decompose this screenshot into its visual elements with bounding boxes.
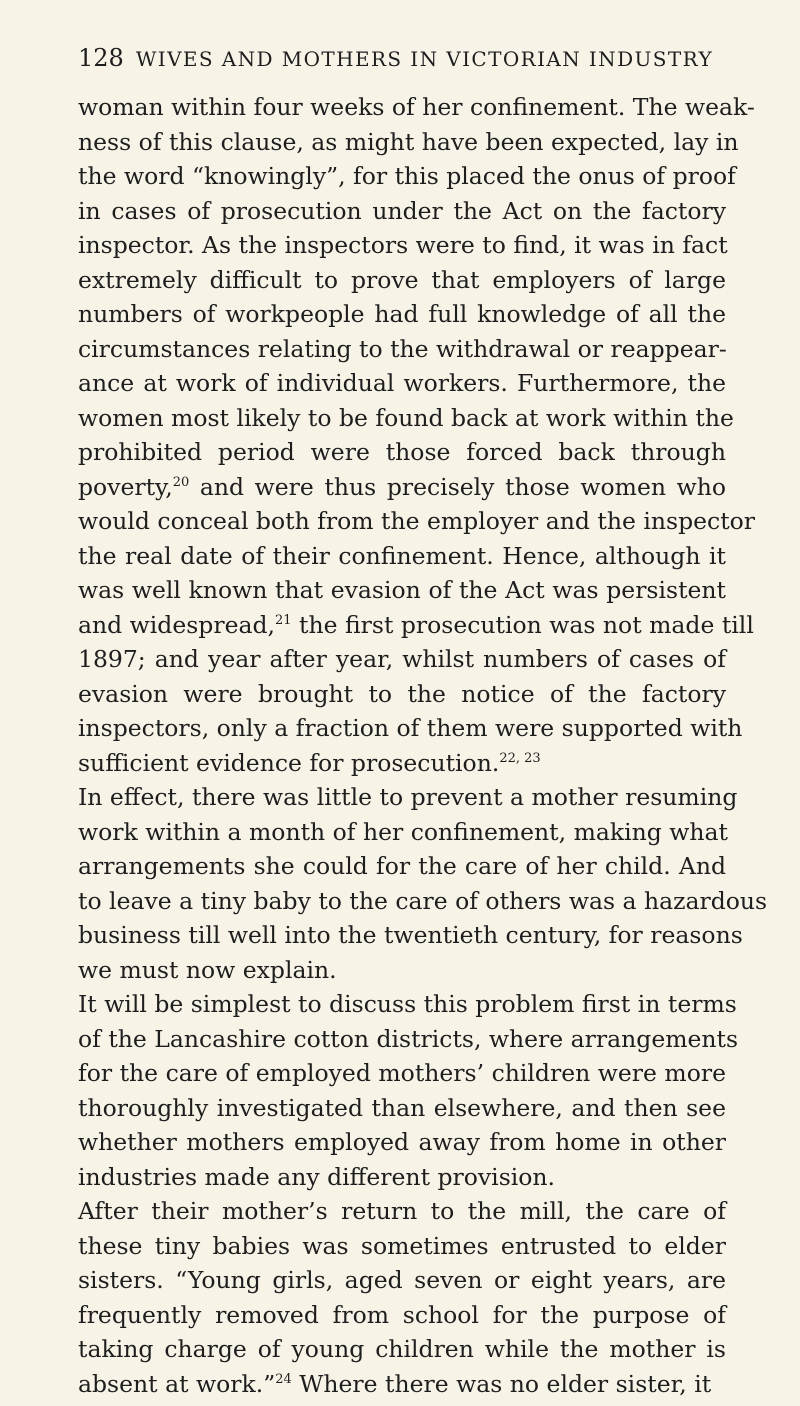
text-line: In effect, there was little to prevent a mother resuming [78,783,738,811]
paragraph [78,90,756,780]
text-line: ance at work of individual workers. Furthermore, the [78,369,726,397]
text-line: After their mother’s return to the mill, the care of [78,1197,726,1225]
text-line: extremely difficult to prove that employers of large [78,265,726,294]
text-line: inspectors, only a fraction of them were supported with [78,714,743,742]
text-line: to leave a tiny baby to the care of others was a hazardous [78,886,768,915]
text-line: whether mothers employed away from home in other [78,1128,726,1156]
running-title: WIVES AND MOTHERS IN VICTORIAN INDUSTRY [135,47,714,71]
text-line: in cases of prosecution under the Act on the factory [78,196,726,225]
text-line: inspector. As the inspectors were to find, it was in fact [78,231,728,259]
text-line: the word “knowingly”, for this placed the onus of proof [78,162,736,190]
footnote-ref[interactable]: 20 [172,474,190,490]
text-line: for the care of employed mothers’ children were more [78,1059,726,1087]
text-line: sisters. “Young girls, aged seven or eight years, are [78,1266,726,1294]
text-line: was well known that evasion of the Act was persistent [78,576,726,604]
text-line: would conceal both from the employer and the inspector [78,507,756,535]
text-line: woman within four weeks of her confinement. The weak- [78,93,755,121]
text-line: the real date of their confinement. Hence, although it [78,541,726,570]
text-line: thoroughly investigated than elsewhere, and then see [78,1093,726,1122]
text-line: prohibited period were those forced back through [78,438,726,466]
text-line: It will be simplest to discuss this problem first in terms [78,990,737,1018]
footnote-ref[interactable]: 24 [275,1371,292,1387]
text-line: frequently removed from school for the purpose of [78,1300,726,1329]
text-line: sufficient evidence for prosecution.$^{22, 23}$ [78,748,541,777]
text-line: numbers of workpeople had full knowledge of all the [78,300,726,328]
text-line: work within a month of her confinement, making what [78,817,728,846]
body-text [78,90,768,1401]
paragraph [78,987,739,1194]
text-line: poverty,$^{20}$ and were thus precisely those women who [78,472,726,501]
text-line: we must now explain. [78,955,337,984]
footnote-ref[interactable]: 22, 23 [499,750,541,766]
running-header [78,44,726,72]
text-line: circumstances relating to the withdrawal or reappear- [78,334,727,363]
text-line: industries made any different provision. [78,1162,556,1191]
text-line: business till well into the twentieth century, for reasons [78,921,743,949]
text-line: absent at work.”$^{24}$ Where there was no elder sister, it [78,1369,712,1398]
text-line: taking charge of young children while the mother is [78,1335,726,1363]
text-line: women most likely to be found back at work within the [78,403,734,432]
paragraph [78,780,768,987]
paragraph [78,1194,726,1401]
text-line: 1897; and year after year, whilst numbers of cases of [78,645,726,673]
text-line: these tiny babies was sometimes entrusted to elder [78,1231,726,1260]
footnote-ref[interactable]: 21 [275,612,292,628]
page-number: 128 [78,44,124,72]
text-line: arrangements she could for the care of her child. And [78,852,726,880]
text-line: and widespread,$^{21}$ the first prosecution was not made till [78,610,754,639]
text-line: of the Lancashire cotton districts, where arrangements [78,1024,739,1053]
text-line: ness of this clause, as might have been expected, lay in [78,127,739,156]
text-line: evasion were brought to the notice of the factory [78,679,726,708]
